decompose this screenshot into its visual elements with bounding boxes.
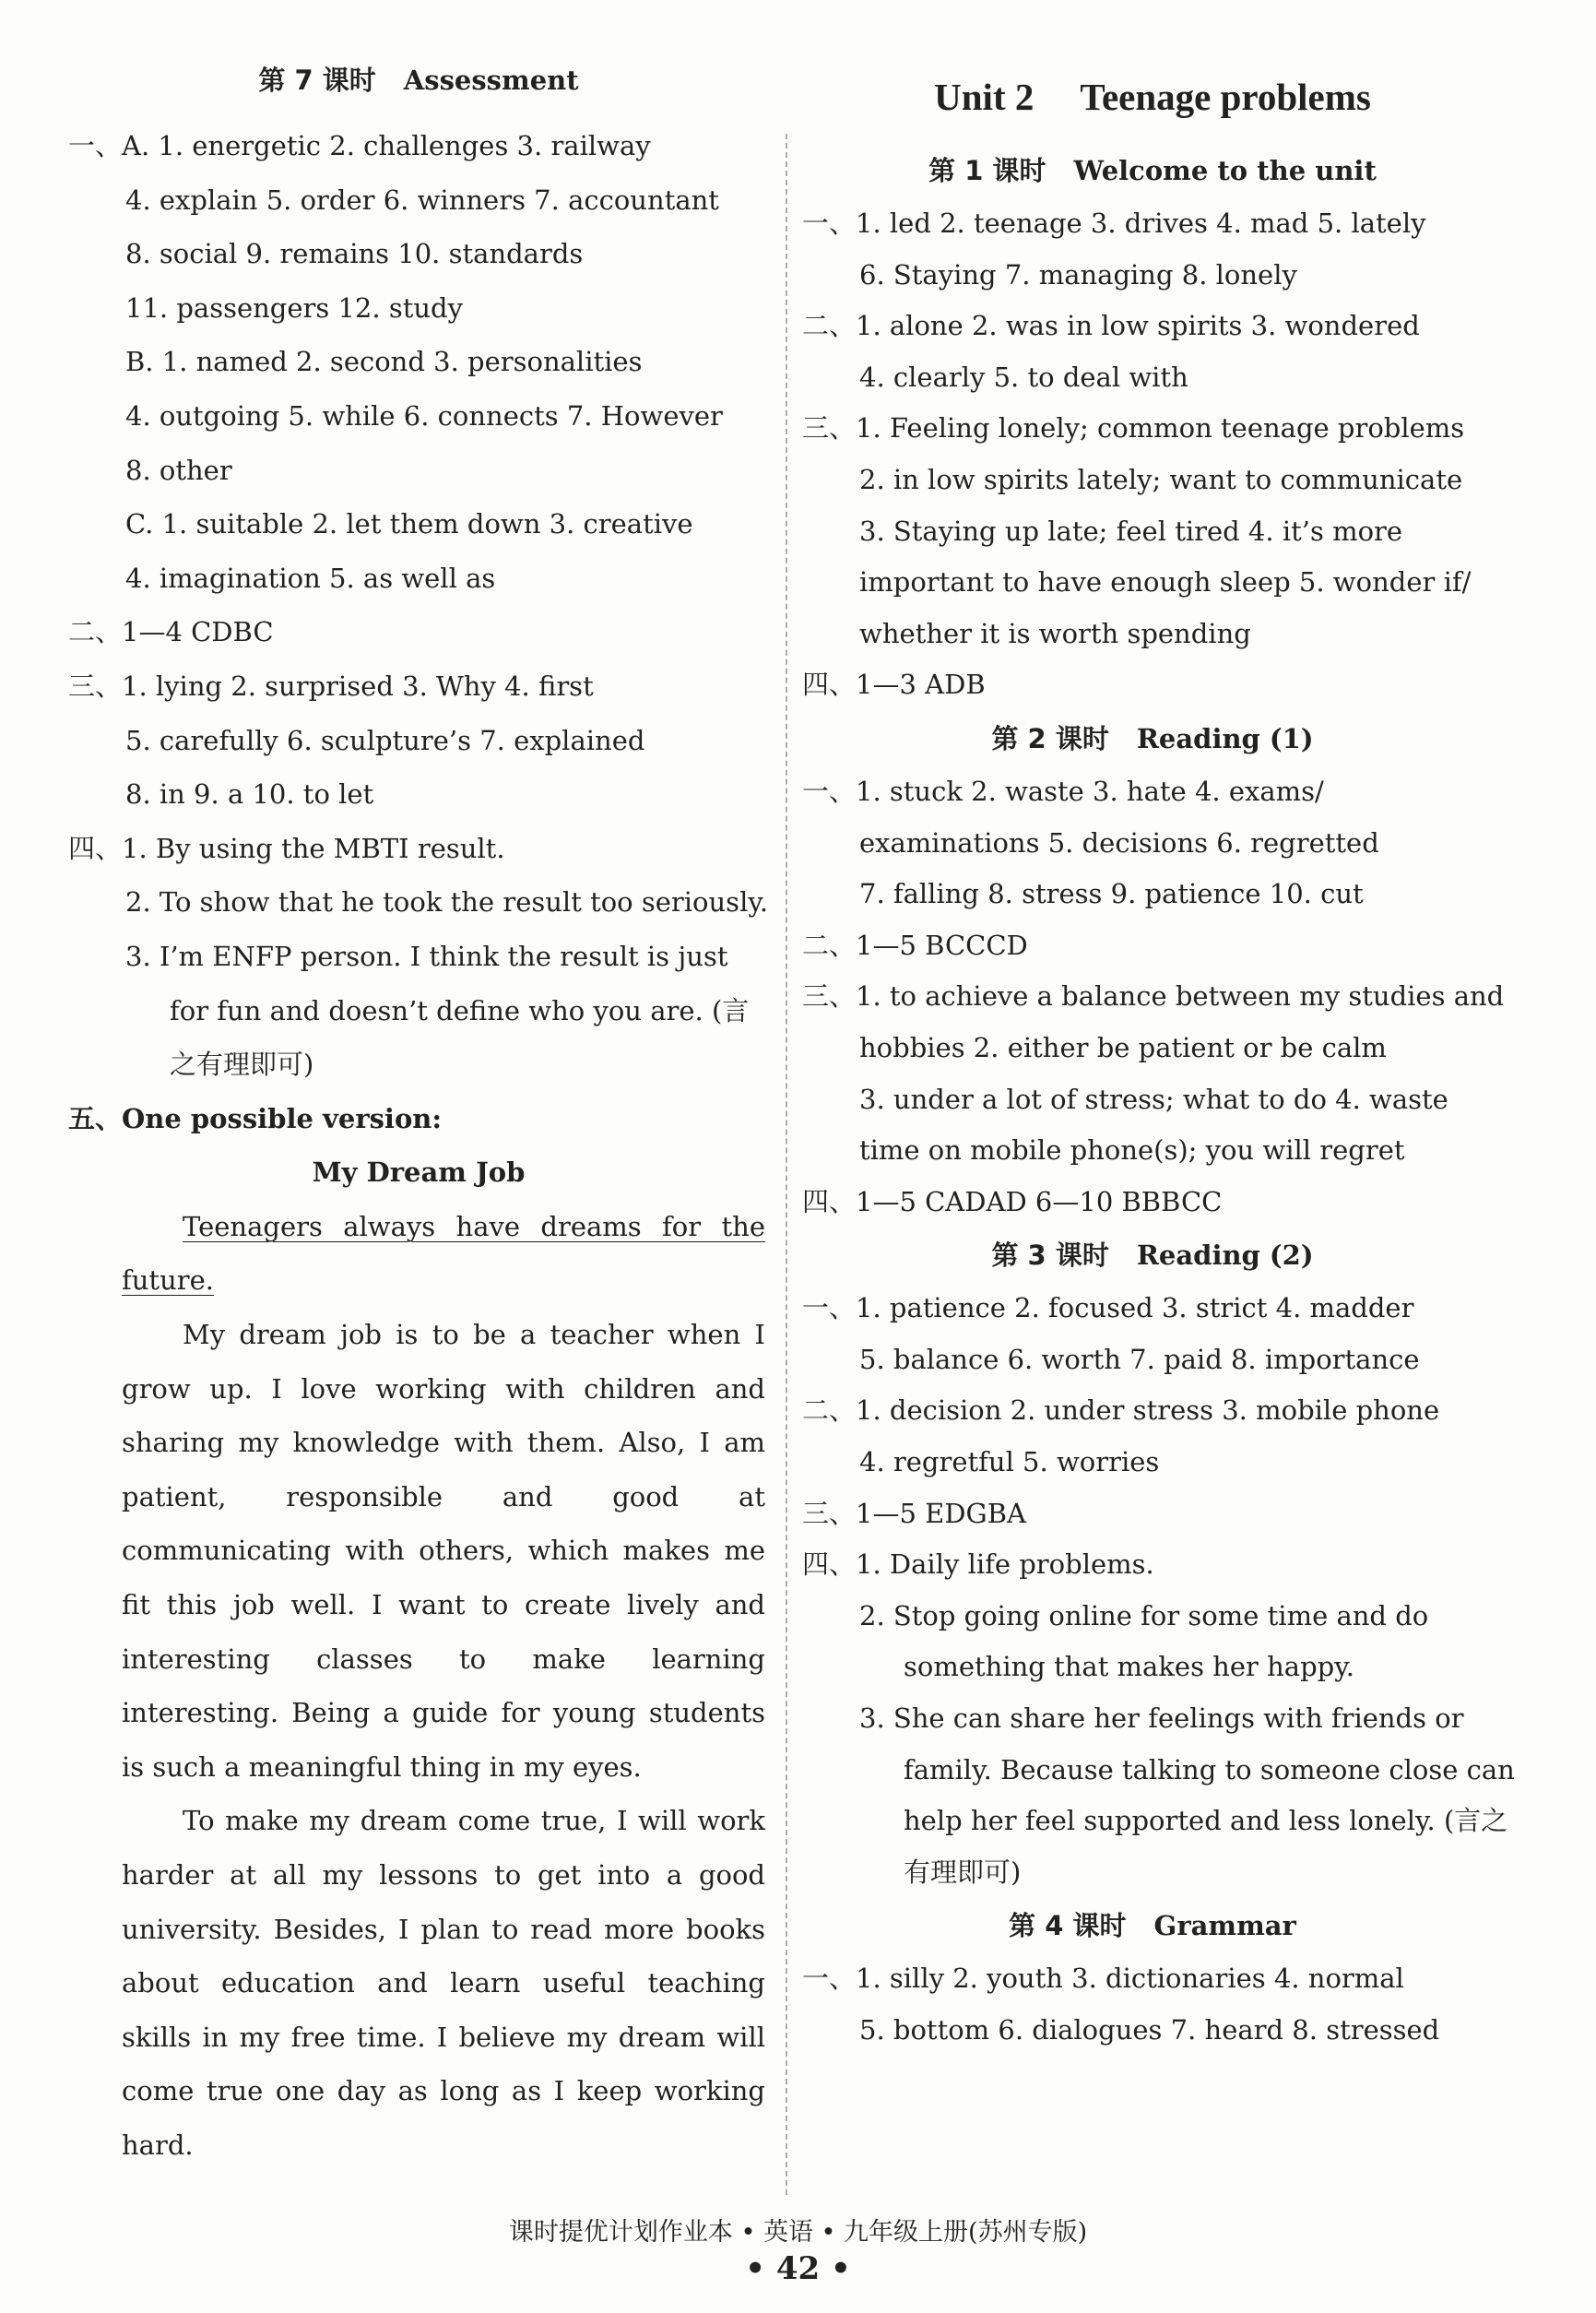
lesson-heading: 第 3 课时 Reading (2)	[991, 1240, 1314, 1272]
answer-line: 四、1—3 ADB	[802, 669, 986, 701]
answer-line: 一、A. 1. energetic 2. challenges 3. railway	[68, 130, 651, 161]
answer-line: 四、1. Daily life problems.	[802, 1548, 1154, 1581]
answer-line: 6. Staying 7. managing 8. lonely	[859, 258, 1297, 291]
lesson-heading: 第 2 课时 Reading (1)	[991, 722, 1314, 754]
lesson-heading: 第 1 课时 Welcome to the unit	[928, 155, 1377, 186]
essay-first-sentence: Teenagers always have dreams for the future.	[122, 1210, 765, 1297]
answer-line: 2. Stop going online for some time and do	[859, 1599, 1429, 1631]
answer-line: 3. She can share her feelings with friends or	[859, 1702, 1464, 1735]
answer-line: 3. I’m ENFP person. I think the result is just	[125, 940, 728, 972]
answer-line: 3. under a lot of stress; what to do 4. waste	[859, 1083, 1448, 1115]
essay-paragraph: To make my dream come true, I will work harder at all my lessons to get into a good university. Besides, I plan to read more books about education and learn useful teaching skills in my free time. I believe my dream will come true one day as long as I keep working hard.	[122, 1805, 765, 2161]
page-number: • 42 •	[745, 2250, 851, 2287]
answer-line: 一、1. led 2. teenage 3. drives 4. mad 5. lately	[802, 208, 1426, 239]
answer-line: 7. falling 8. stress 9. patience 10. cut	[859, 878, 1364, 910]
answer-line: 三、1. Feeling lonely; common teenage problems	[802, 412, 1465, 445]
answer-line: 4. explain 5. order 6. winners 7. accountant	[125, 184, 719, 216]
essay-body	[68, 1200, 765, 2173]
lesson-heading: 第 7 课时 Assessment	[258, 65, 579, 96]
answer-line: 4. outgoing 5. while 6. connects 7. However	[125, 399, 723, 432]
answer-line: 二、1. decision 2. under stress 3. mobile phone	[802, 1394, 1440, 1427]
answer-line: 8. in 9. a 10. to let	[125, 778, 374, 811]
answer-line: family. Because talking to someone close can	[904, 1753, 1515, 1785]
answer-line: examinations 5. decisions 6. regretted	[859, 826, 1379, 859]
unit-title: Unit 2 Teenage problems	[934, 76, 1371, 118]
answer-line: 一、1. patience 2. focused 3. strict 4. madder	[802, 1292, 1414, 1324]
answer-line: 三、1. to achieve a balance between my studies and	[802, 980, 1505, 1013]
answer-line: 四、1. By using the MBTI result.	[68, 832, 505, 864]
answer-line: 一、1. stuck 2. waste 3. hate 4. exams/	[802, 775, 1324, 807]
answer-line: 之有理即可)	[170, 1049, 314, 1081]
answer-line: 四、1—5 CADAD 6—10 BBBCC	[802, 1185, 1223, 1217]
answer-line: 4. imagination 5. as well as	[125, 562, 496, 594]
answer-line: 5. carefully 6. sculpture’s 7. explained	[125, 724, 645, 756]
answer-line: 一、1. silly 2. youth 3. dictionaries 4. normal	[802, 1963, 1404, 1995]
answer-line: 5. balance 6. worth 7. paid 8. importance	[859, 1343, 1420, 1375]
answer-line: 有理即可)	[904, 1856, 1022, 1888]
answer-line: 4. regretful 5. worries	[859, 1446, 1160, 1478]
essay-paragraph: My dream job is to be a teacher when I grow up. I love working with children and sharing my knowledge with them. Also, I am patient, responsible and good at communicating with others, which makes me fit this job well. I want to create lively and interesting classes to make learning interesting. Being a guide for young students is such a meaningful thing in my eyes.	[122, 1319, 765, 1783]
footer-book-title: 课时提优计划作业本 • 英语 • 九年级上册(苏州专版)	[508, 2218, 1088, 2247]
answer-line: 二、1—5 BCCCD	[802, 929, 1028, 961]
answer-line: hobbies 2. either be patient or be calm	[859, 1031, 1387, 1063]
answer-line: 2. in low spirits lately; want to communicate	[859, 463, 1463, 495]
answer-line: 三、1. lying 2. surprised 3. Why 4. first	[68, 670, 594, 702]
lesson-heading: 第 4 课时 Grammar	[1009, 1910, 1296, 1942]
answer-line: help her feel supported and less lonely. (言之	[904, 1805, 1508, 1837]
left-column	[68, 65, 769, 2173]
answer-line: for fun and doesn’t define who you are. (言	[170, 994, 750, 1026]
answer-line: 2. To show that he took the result too seriously.	[125, 886, 769, 919]
right-column	[802, 76, 1515, 2057]
essay-title: My Dream Job	[312, 1156, 526, 1189]
answer-line: 二、1—4 CDBC	[68, 616, 274, 648]
answer-line: 3. Staying up late; feel tired 4. it’s more	[859, 515, 1403, 547]
column-divider	[786, 134, 787, 2195]
answer-line: 三、1—5 EDGBA	[802, 1497, 1026, 1529]
answer-line: 8. other	[125, 454, 232, 486]
answer-line: B. 1. named 2. second 3. personalities	[125, 346, 643, 378]
answer-line: 5. bottom 6. dialogues 7. heard 8. stressed	[859, 2014, 1440, 2046]
answer-line: important to have enough sleep 5. wonder if/	[859, 566, 1472, 599]
answer-line: time on mobile phone(s); you will regret	[859, 1134, 1405, 1167]
answer-line: 二、1. alone 2. was in low spirits 3. wondered	[802, 310, 1420, 342]
answer-line: C. 1. suitable 2. let them down 3. creative	[125, 508, 693, 540]
section-label: 五、One possible version:	[68, 1102, 443, 1134]
answer-line: 4. clearly 5. to deal with	[859, 361, 1188, 393]
answer-line: 11. passengers 12. study	[125, 291, 463, 324]
answer-line: 8. social 9. remains 10. standards	[125, 238, 584, 270]
answer-line: something that makes her happy.	[904, 1651, 1354, 1683]
answer-line: whether it is worth spending	[859, 617, 1251, 649]
